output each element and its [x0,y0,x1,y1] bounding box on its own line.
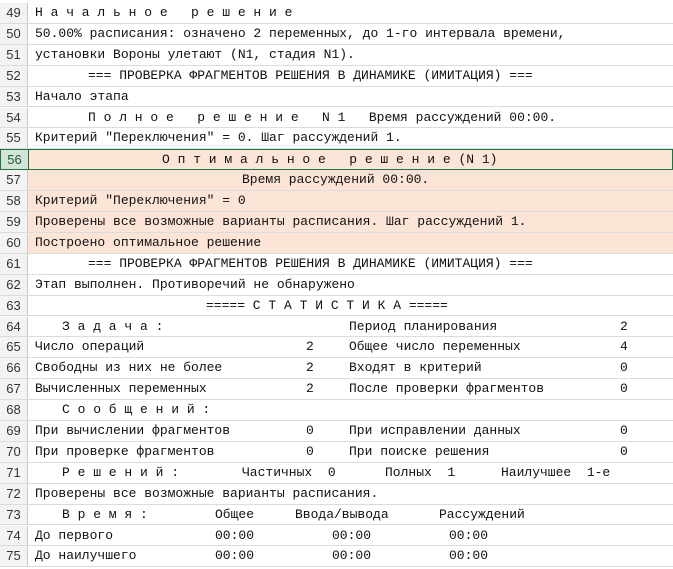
sheet-cell[interactable] [28,421,673,441]
sheet-cell[interactable] [28,358,673,378]
sheet-row[interactable] [0,317,673,338]
row-header[interactable]: 67 [0,379,28,399]
sheet-row[interactable] [0,45,673,66]
cell-text: Критерий "Переключения" = 0 [35,193,246,209]
sheet-cell[interactable] [29,150,672,169]
cell-text: 2 [306,381,314,397]
sheet-row[interactable] [0,400,673,421]
sheet-row[interactable] [0,505,673,526]
sheet-row[interactable] [0,3,673,24]
sheet-cell[interactable] [28,45,673,65]
sheet-cell[interactable] [28,128,673,148]
sheet-cell[interactable] [28,505,673,525]
cell-text: При исправлении данных [349,423,521,438]
row-header[interactable]: 64 [0,317,28,337]
cell-text: 00:00 [449,548,489,564]
sheet-row[interactable] [0,254,673,275]
sheet-row[interactable] [0,87,673,108]
sheet-cell[interactable] [28,484,673,504]
row-header[interactable]: 74 [0,526,28,546]
cell-text: Начало этапа [35,88,129,104]
cell-text: 0 [306,443,314,459]
sheet-row[interactable] [0,296,673,317]
cell-text: Полных 1 [385,464,456,480]
cell-text: 00:00 [332,527,372,543]
row-header[interactable]: 52 [0,66,28,86]
cell-text: 2 [306,360,314,376]
cell-text: 50.00% расписания: означено 2 переменных, до 1-го интервала времени, [35,25,566,41]
sheet-cell[interactable] [28,317,673,337]
cell-text: 0 [620,443,628,459]
cell-text: Критерий "Переключения" = 0. Шаг рассуждений 1. [35,130,402,146]
sheet-row[interactable] [0,212,673,233]
sheet-cell[interactable] [28,275,673,295]
sheet-cell[interactable] [28,337,673,357]
cell-text: Этап выполнен. Противоречий не обнаружено [35,276,355,292]
cell-text: П о л н о е р е ш е н и е N 1 Время рассуждений 00:00. [88,109,557,125]
sheet-row[interactable] [0,421,673,442]
sheet-cell[interactable] [28,212,673,232]
sheet-row[interactable] [0,484,673,505]
sheet-row[interactable] [0,108,673,129]
cell-text: Общее [215,506,255,522]
cell-text: 0 [306,423,314,438]
sheet-cell[interactable] [28,191,673,211]
cell-text: Построено оптимальное решение [35,234,262,250]
row-header[interactable]: 49 [0,3,28,23]
row-header[interactable]: 53 [0,87,28,107]
row-header[interactable]: 73 [0,505,28,525]
sheet-row[interactable] [0,275,673,296]
sheet-row[interactable] [0,66,673,87]
cell-text: Время рассуждений 00:00. [242,172,430,188]
cell-text: При проверке фрагментов [35,443,215,459]
cell-text: === ПРОВЕРКА ФРАГМЕНТОВ РЕШЕНИЯ В ДИНАМИКЕ (ИМИТАЦИЯ) === [88,67,533,83]
cell-text: 0 [620,360,628,376]
cell-text: ===== С Т А Т И С Т И К А ===== [206,297,448,313]
sheet-cell[interactable] [28,379,673,399]
cell-text: Р е ш е н и й : [62,464,180,480]
cell-text: До первого [35,527,114,543]
sheet-cell[interactable] [28,526,673,546]
sheet-cell[interactable] [28,254,673,274]
row-header[interactable]: 69 [0,421,28,441]
row-header[interactable]: 61 [0,254,28,274]
row-header[interactable]: 75 [0,546,28,566]
cell-text: В р е м я : [62,506,148,522]
cell-text: З а д а ч а : [62,318,164,334]
sheet-row[interactable] [0,233,673,254]
cell-text: 00:00 [215,548,255,564]
sheet-row[interactable] [0,546,673,567]
sheet-cell[interactable] [28,66,673,86]
cell-text: Вычисленных переменных [35,381,207,397]
row-header[interactable]: 54 [0,108,28,128]
cell-text: Число операций [35,339,145,355]
sheet-row[interactable] [0,379,673,400]
cell-text: Рассуждений [439,506,525,522]
sheet-row[interactable] [0,149,673,170]
row-header[interactable]: 63 [0,296,28,316]
cell-text: установки Вороны улетают (N1, стадия N1). [35,46,355,62]
sheet-cell[interactable] [28,463,673,483]
sheet-cell[interactable] [28,546,673,566]
cell-text: 0 [620,423,628,438]
sheet-row[interactable] [0,170,673,191]
cell-text: До наилучшего [35,548,137,564]
cell-text: Проверены все возможные варианты расписания. [35,485,379,501]
row-header[interactable]: 62 [0,275,28,295]
cell-text: === ПРОВЕРКА ФРАГМЕНТОВ РЕШЕНИЯ В ДИНАМИКЕ (ИМИТАЦИЯ) === [88,255,533,271]
sheet-cell[interactable] [28,24,673,44]
cell-text: Входят в критерий [349,360,482,376]
sheet-row[interactable] [0,442,673,463]
cell-text: 2 [620,318,628,334]
row-header[interactable]: 57 [0,170,28,190]
sheet-cell[interactable] [28,108,673,128]
cell-text: С о о б щ е н и й : [62,402,211,418]
sheet-cell[interactable] [28,296,673,316]
cell-text: При поиске решения [349,443,490,459]
sheet-row[interactable] [0,191,673,212]
row-header[interactable]: 59 [0,212,28,232]
sheet-row[interactable] [0,128,673,149]
cell-text: После проверки фрагментов [349,381,545,397]
row-header[interactable]: 70 [0,442,28,462]
sheet-row[interactable] [0,526,673,547]
row-header[interactable]: 58 [0,191,28,211]
row-header[interactable]: 56 [1,150,29,169]
cell-text: Свободны из них не более [35,360,223,376]
row-header[interactable]: 51 [0,45,28,65]
sheet-cell[interactable] [28,87,673,107]
sheet-cell[interactable] [28,442,673,462]
cell-text: При вычислении фрагментов [35,423,231,438]
row-header[interactable]: 60 [0,233,28,253]
cell-text: 00:00 [449,527,489,543]
cell-text: Проверены все возможные варианты расписания. Шаг рассуждений 1. [35,214,527,229]
row-header[interactable]: 72 [0,484,28,504]
row-header[interactable]: 68 [0,400,28,420]
cell-text: 0 [620,381,628,397]
sheet-row[interactable] [0,358,673,379]
cell-text: Общее число переменных [349,339,521,355]
row-header[interactable]: 65 [0,337,28,357]
sheet-cell[interactable] [28,233,673,253]
sheet-row[interactable] [0,24,673,45]
cell-text: 00:00 [215,527,255,543]
cell-text: Наилучшее 1-е [501,464,611,480]
row-header[interactable]: 55 [0,128,28,148]
sheet-cell[interactable] [28,170,673,190]
cell-text: Период планирования [349,318,498,334]
sheet-cell[interactable] [28,400,673,420]
cell-text: 00:00 [332,548,372,564]
cell-text: Ввода/вывода [295,506,389,522]
cell-text: Частичных 0 [242,464,336,480]
cell-text: О п т и м а л ь н о е р е ш е н и е (N 1) [162,152,498,168]
row-header[interactable]: 71 [0,463,28,483]
sheet-row[interactable] [0,337,673,358]
cell-text: Н а ч а л ь н о е р е ш е н и е [35,5,293,20]
row-header[interactable]: 50 [0,24,28,44]
cell-text: 2 [306,339,314,355]
sheet-row[interactable] [0,463,673,484]
cell-text: 4 [620,339,628,355]
sheet-cell[interactable] [28,3,673,23]
row-header[interactable]: 66 [0,358,28,378]
